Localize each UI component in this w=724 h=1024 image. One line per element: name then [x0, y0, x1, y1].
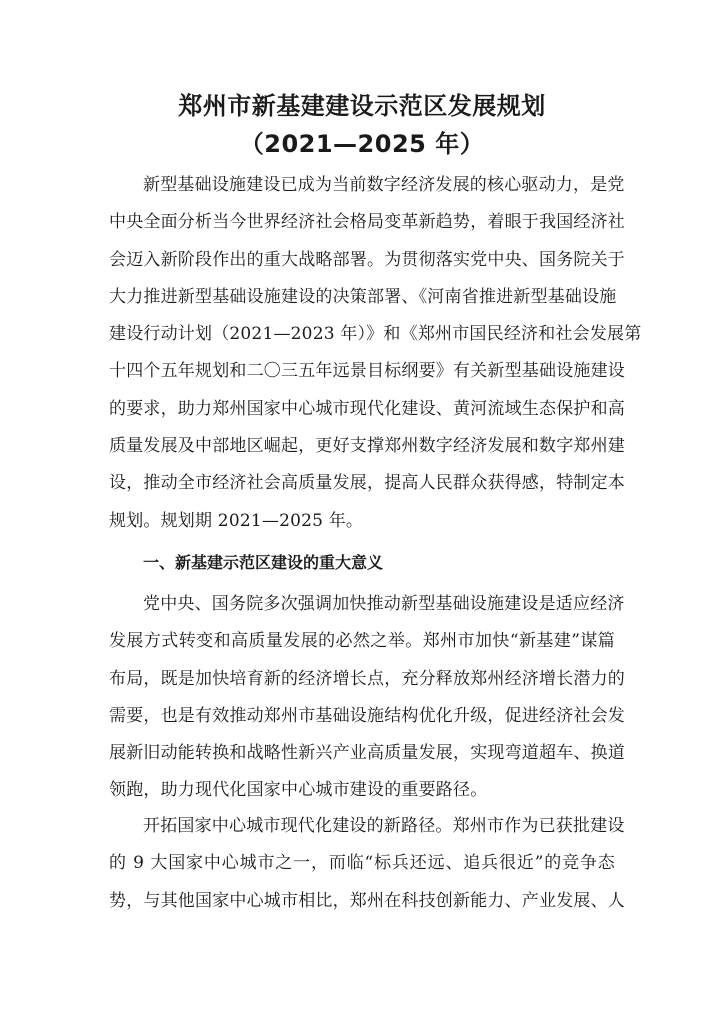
paragraph-line: 的要求，助力郑州国家中心城市现代化建设、黄河流域生态保护和高: [109, 398, 625, 419]
paragraph-new-path: [109, 808, 625, 920]
section-heading: 一、新基建示范区建设的重大意义: [143, 553, 384, 572]
document-subtitle-period: （2021—2025 年）: [239, 130, 485, 158]
paragraph-line: 中央全面分析当今世界经济社会格局变革新趋势，着眼于我国经济社: [109, 212, 625, 233]
paragraph-line: 领跑，助力现代化国家中心城市建设的重要路径。: [109, 780, 488, 801]
paragraph-line: 发展方式转变和高质量发展的必然之举。郑州市加快“新基建”谋篇: [109, 631, 615, 652]
paragraph-line: 设，推动全市经济社会高质量发展，提高人民群众获得感，特制定本: [109, 473, 625, 494]
paragraph-line: 质量发展及中部地区崛起，更好支撑郑州数字经济发展和数字郑州建: [109, 436, 625, 457]
paragraph-line: 展新旧动能转换和战略性新兴产业高质量发展，实现弯道超车、换道: [109, 743, 625, 764]
paragraph-line: 大力推进新型基础设施建设的决策部署、《河南省推进新型基础设施: [109, 286, 617, 307]
paragraph-line: 布局，既是加快培育新的经济增长点，充分释放郑州经济增长潜力的: [109, 668, 625, 689]
paragraph-intro: [109, 167, 642, 540]
paragraph-line: 需要，也是有效推动郑州市基础设施结构优化升级，促进经济社会发: [109, 705, 625, 726]
paragraph-line: 势，与其他国家中心城市相比，郑州在科技创新能力、产业发展、人: [109, 890, 625, 911]
paragraph-line: 开拓国家中心城市现代化建设的新路径。郑州市作为已获批建设: [143, 816, 625, 836]
paragraph-line: 新型基础设施建设已成为当前数字经济发展的核心驱动力，是党: [143, 175, 625, 195]
paragraph-line: 建设行动计划（2021—2023 年）》和《郑州市国民经济和社会发展第: [109, 324, 642, 345]
paragraph-line: 会迈入新阶段作出的重大战略部署。为贯彻落实党中央、国务院关于: [109, 249, 625, 270]
paragraph-line: 规划。规划期 2021—2025 年。: [109, 510, 364, 531]
paragraph-line: 的 9 大国家中心城市之一，而临“标兵还远、追兵很近”的竞争态: [109, 853, 615, 874]
paragraph-line: 十四个五年规划和二〇三五年远景目标纲要》有关新型基础设施建设: [109, 361, 625, 382]
paragraph-line: 党中央、国务院多次强调加快推动新型基础设施建设是适应经济: [143, 594, 625, 614]
paragraph-significance: [109, 586, 625, 810]
document-title: 郑州市新基建建设示范区发展规划: [178, 92, 546, 120]
